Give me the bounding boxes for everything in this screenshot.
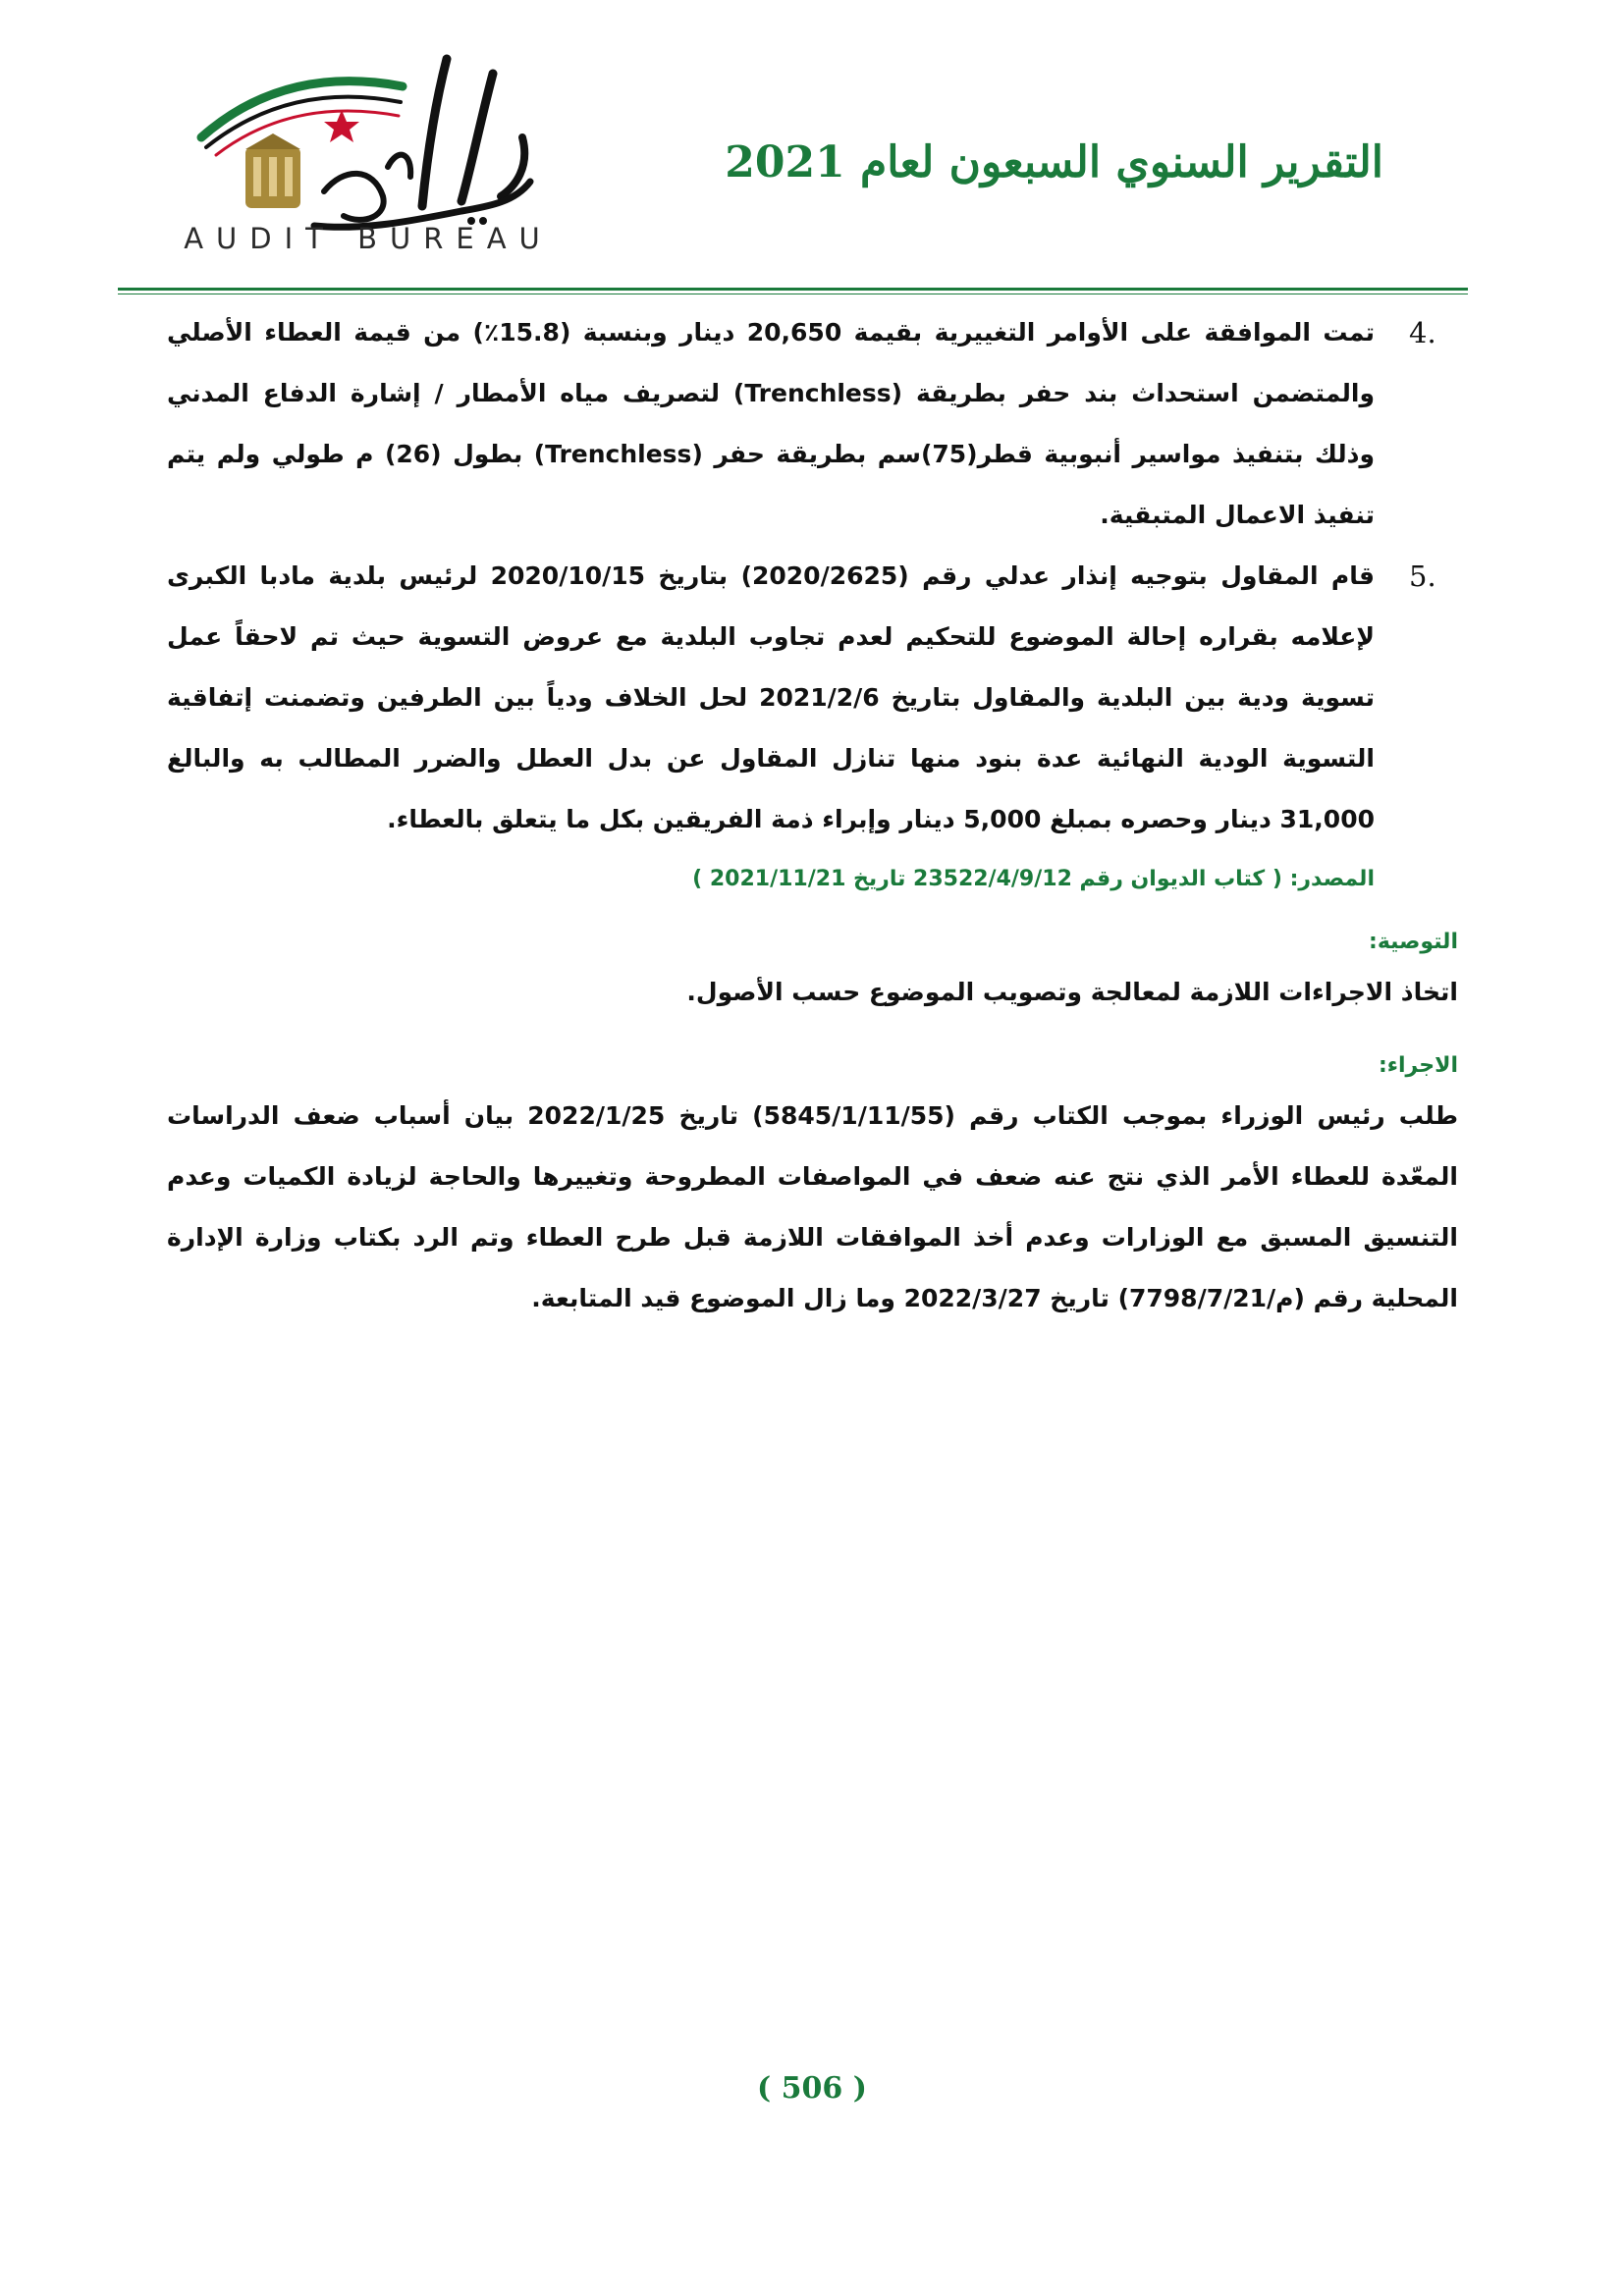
page-number: ( 506 ) xyxy=(757,2071,867,2106)
page-content xyxy=(167,302,1458,1329)
recommendation-text: اتخاذ الاجراءات اللازمة لمعالجة وتصويب الموضوع حسب الأصول. xyxy=(686,978,1458,1006)
list-item xyxy=(167,302,1458,546)
recommendation-heading: التوصية: xyxy=(1369,930,1458,954)
action-text: طلب رئيس الوزراء بموجب الكتاب رقم (5845/1/11/55) تاريخ 2022/1/25 بيان أسباب ضعف الدراسات المعّدة للعطاء الأمر الذي نتج عنه ضعف في المواصفات المطروحة وتغييرها والحاجة لزيادة الكميات وعدم التنسيق المسبق مع الوزارات وعدم أخذ الموافقات اللازمة قبل طرح العطاء وتم الرد بكتاب وزارة الإدارة المحلية رقم (م/7798/7/21) تاريخ 2022/3/27 وما زال الموضوع قيد المتابعة. xyxy=(167,1101,1459,1312)
logo-latin-text: AUDIT BUREAU xyxy=(184,222,553,255)
report-title: التقرير السنوي السبعون لعام 2021 xyxy=(725,137,1383,187)
list-item xyxy=(167,546,1458,850)
item-number: 5. xyxy=(1409,560,1436,593)
item-number: 4. xyxy=(1409,316,1436,349)
action-heading: الاجراء: xyxy=(1378,1053,1458,1078)
header-divider xyxy=(118,288,1468,291)
item-text: قام المقاول بتوجيه إنذار عدلي رقم (2020/2625) بتاريخ 2020/10/15 لرئيس بلدية مادبا الكبرى لإعلامه بقراره إحالة الموضوع للتحكيم لعدم تجاوب البلدية مع عروض التسوية حيث تم لاحقاً عمل تسوية ودية بين البلدية والمقاول بتاريخ 2021/2/6 لحل الخلاف ودياً بين الطرفين وتضمنت إتفاقية التسوية الودية النهائية عدة بنود منها تنازل المقاول عن بدل العطل والضرر المطالب به والبالغ 31,000 دينار وحصره بمبلغ 5,000 دينار وإبراء ذمة الفريقين بكل ما يتعلق بالعطاء. xyxy=(167,561,1375,833)
item-text: تمت الموافقة على الأوامر التغييرية بقيمة 20,650 دينار وبنسبة (15.8٪) من قيمة العطاء الأصلي والمتضمن استحداث بند حفر بطريقة (Trenchless) لتصريف مياه الأمطار / إشارة الدفاع المدني وذلك بتنفيذ مواسير أنبوبية قطر(75)سم بطريقة حفر (Trenchless) بطول (26) م طولي ولم يتم تنفيذ الاعمال المتبقية. xyxy=(167,318,1375,529)
source-citation: المصدر: ( كتاب الديوان رقم 23522/4/9/12 تاريخ 2021/11/21 ) xyxy=(692,867,1375,891)
